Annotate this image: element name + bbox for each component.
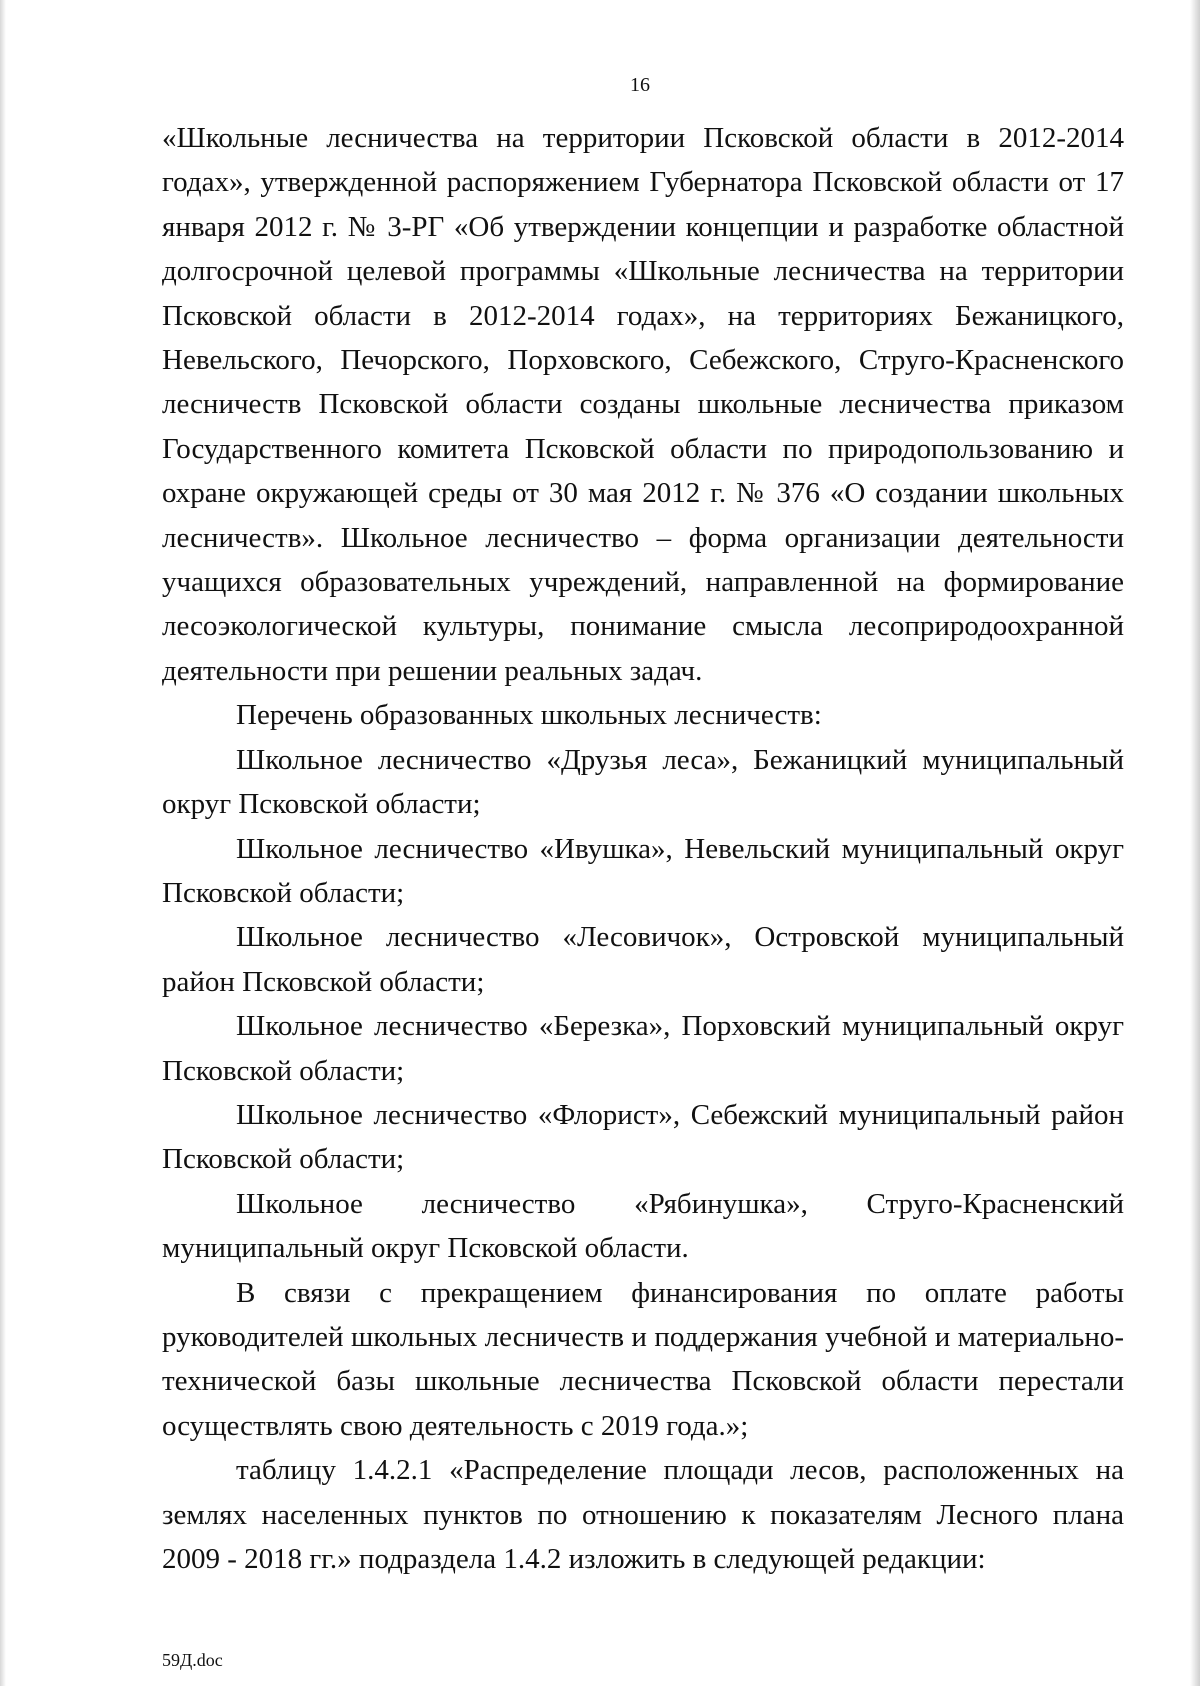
scan-edge-right xyxy=(1190,0,1200,1686)
list-item-ivushka: Школьное лесничество «Ивушка», Невельский муниципальный округ Псковской области; xyxy=(162,832,1124,909)
paragraph-intro: «Школьные лесничества на территории Псковской области в 2012-2014 годах», утвержденной распоряжением Губернатора Псковской области от 17 января 2012 г. № 3-РГ «Об утверждении концепции и разработке областной долгосрочной целевой программы «Школьные лесничества на территории Псковской области в 2012-2014 годах», на территориях Бежаницкого, Невельского, Печорского, Порховского, Себежского, Струго-Красненского лесничеств Псковской области созданы школьные лесничества приказом Государственного комитета Псковской области по природопользованию и охране окружающей среды от 30 мая 2012 г. № 376 «О создании школьных лесничеств». Школьное лесничество – форма организации деятельности учащихся образовательных учреждений, направленной на формирование лесоэкологической культуры, понимание смысла лесоприродоохранной деятельности при решении реальных задач. xyxy=(162,122,1124,687)
paragraph-funding: В связи с прекращением финансирования по оплате работы руководителей школьных лесничеств и поддержания учебной и материально-технической базы школьные лесничества Псковской области перестали осуществлять свою деятельность с 2019 года.»; xyxy=(162,1276,1124,1442)
paragraph-table-reference: таблицу 1.4.2.1 «Распределение площади лесов, расположенных на землях населенных пунктов по отношению к показателям Лесного плана 2009 - 2018 гг.» подраздела 1.4.2 изложить в следующей редакции: xyxy=(162,1454,1124,1575)
footer-file-name: 59Д.doc xyxy=(162,1650,223,1670)
list-item-lesovichok: Школьное лесничество «Лесовичок», Островской муниципальный район Псковской области; xyxy=(162,921,1124,998)
document-body xyxy=(162,116,1124,1581)
list-item-ryabinushka: Школьное лесничество «Рябинушка», Струго-Красненский муниципальный округ Псковской области. xyxy=(162,1187,1124,1265)
page-number: 16 xyxy=(630,74,650,96)
paragraph-list-heading: Перечень образованных школьных лесничеств: xyxy=(236,699,822,732)
list-item-berezka: Школьное лесничество «Березка», Порховский муниципальный округ Псковской области; xyxy=(162,1010,1124,1087)
list-item-florist: Школьное лесничество «Флорист», Себежский муниципальный район Псковской области; xyxy=(162,1098,1124,1176)
scan-edge-left xyxy=(0,0,6,1686)
list-item-druzya-lesa: Школьное лесничество «Друзья леса», Бежаницкий муниципальный округ Псковской области; xyxy=(162,743,1124,821)
